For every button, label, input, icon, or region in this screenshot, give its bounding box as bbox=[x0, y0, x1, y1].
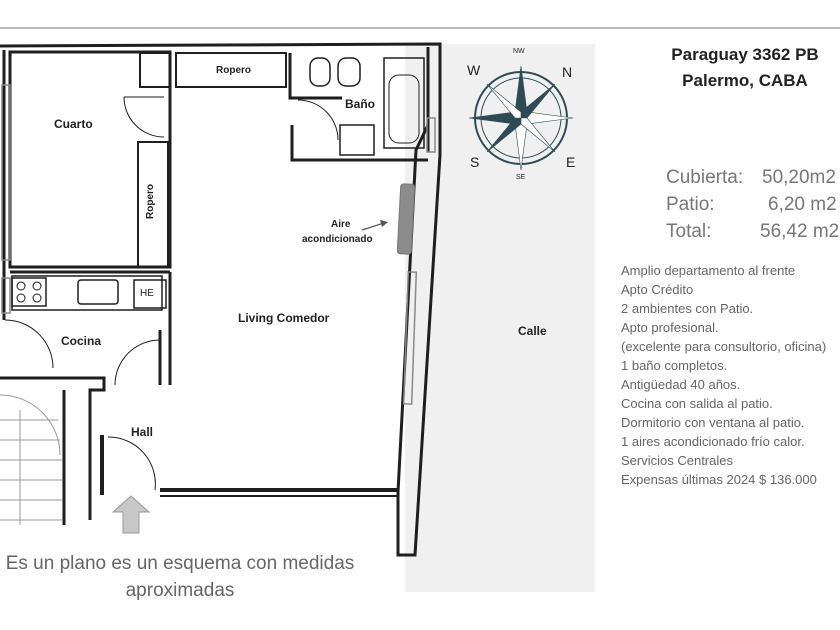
room-ropero-side-label: Ropero bbox=[145, 184, 156, 219]
room-hall-label: Hall bbox=[131, 425, 154, 439]
street-label: Calle bbox=[518, 324, 547, 338]
address-line2: Palermo, CABA bbox=[682, 71, 808, 90]
description-line: Antigüedad 40 años. bbox=[621, 377, 741, 392]
burner-4 bbox=[33, 294, 41, 302]
disclaimer-line2: aproximadas bbox=[125, 580, 235, 601]
description-line: Apto Crédito bbox=[621, 282, 694, 297]
door-living bbox=[115, 340, 160, 385]
door-hall bbox=[108, 437, 155, 490]
cocina-bottom-wall bbox=[0, 378, 104, 520]
cuarto-walls bbox=[10, 52, 170, 267]
door-cocina bbox=[5, 320, 53, 368]
area-row bbox=[666, 218, 840, 245]
areas-table bbox=[666, 164, 840, 245]
bidet bbox=[310, 58, 330, 86]
description-line: Expensas últimas 2024 $ 136.000 bbox=[621, 472, 817, 487]
description-line: Apto profesional. bbox=[621, 320, 719, 335]
area-value: 56,42 m2 bbox=[760, 221, 840, 242]
compass-se-label: SE bbox=[516, 174, 526, 181]
room-cocina-label: Cocina bbox=[61, 334, 102, 348]
compass-n-label: N bbox=[562, 64, 573, 80]
area-row bbox=[666, 191, 840, 218]
description-line: Amplio departamento al frente bbox=[621, 263, 796, 278]
room-bano-label: Baño bbox=[345, 97, 375, 111]
bathtub bbox=[384, 58, 424, 148]
description-list bbox=[621, 261, 826, 489]
entry-arrow bbox=[113, 496, 149, 533]
he-label: HE bbox=[140, 288, 154, 299]
room-living-label: Living Comedor bbox=[238, 311, 330, 325]
area-label: Cubierta: bbox=[666, 167, 744, 188]
area-value: 50,20m2 bbox=[762, 167, 836, 188]
description-line: 1 baño completos. bbox=[621, 358, 728, 373]
compass-s-label: S bbox=[470, 154, 480, 170]
door-bano bbox=[298, 100, 338, 140]
area-value: 6,20 m2 bbox=[768, 194, 837, 215]
area-label: Patio: bbox=[666, 194, 715, 215]
area-row bbox=[666, 164, 840, 191]
ac-arrow-head bbox=[380, 220, 388, 227]
description-line: (excelente para consultorio, oficina) bbox=[621, 339, 827, 354]
address-line1: Paraguay 3362 PB bbox=[671, 45, 819, 64]
aire-label-line1: Aire bbox=[331, 219, 351, 230]
description-line: Servicios Centrales bbox=[621, 453, 733, 468]
bano-sink bbox=[340, 125, 374, 155]
ropero-top-small bbox=[140, 53, 170, 87]
door-cuarto bbox=[124, 97, 164, 137]
disclaimer bbox=[0, 550, 410, 604]
description-line: Cocina con salida al patio. bbox=[621, 396, 773, 411]
compass-rose bbox=[469, 66, 576, 170]
aire-label-line2: acondicionado bbox=[302, 234, 373, 245]
room-cuarto-label: Cuarto bbox=[54, 117, 93, 131]
kitchen-sink bbox=[78, 280, 118, 304]
room-ropero-top-label: Ropero bbox=[216, 65, 251, 76]
burner-1 bbox=[17, 282, 25, 290]
description-line: 2 ambientes con Patio. bbox=[621, 301, 754, 316]
description-line: Dormitorio con ventana al patio. bbox=[621, 415, 805, 430]
bathtub-inner bbox=[389, 75, 419, 143]
bano-walls bbox=[290, 53, 342, 98]
burner-3 bbox=[17, 294, 25, 302]
toilet bbox=[338, 58, 360, 86]
disclaimer-line1: Es un plano es un esquema con medidas bbox=[5, 553, 355, 574]
stairs bbox=[0, 395, 62, 525]
cooktop bbox=[12, 278, 46, 306]
burner-2 bbox=[33, 282, 41, 290]
ac-unit bbox=[397, 184, 415, 255]
address-block bbox=[640, 42, 840, 94]
compass-nw-label: NW bbox=[513, 48, 525, 55]
compass-e-label: E bbox=[566, 154, 576, 170]
area-label: Total: bbox=[666, 221, 712, 242]
ac-arrow bbox=[362, 223, 384, 230]
description-line: 1 aires acondicionado frío calor. bbox=[621, 434, 805, 449]
compass-w-label: W bbox=[467, 62, 481, 78]
